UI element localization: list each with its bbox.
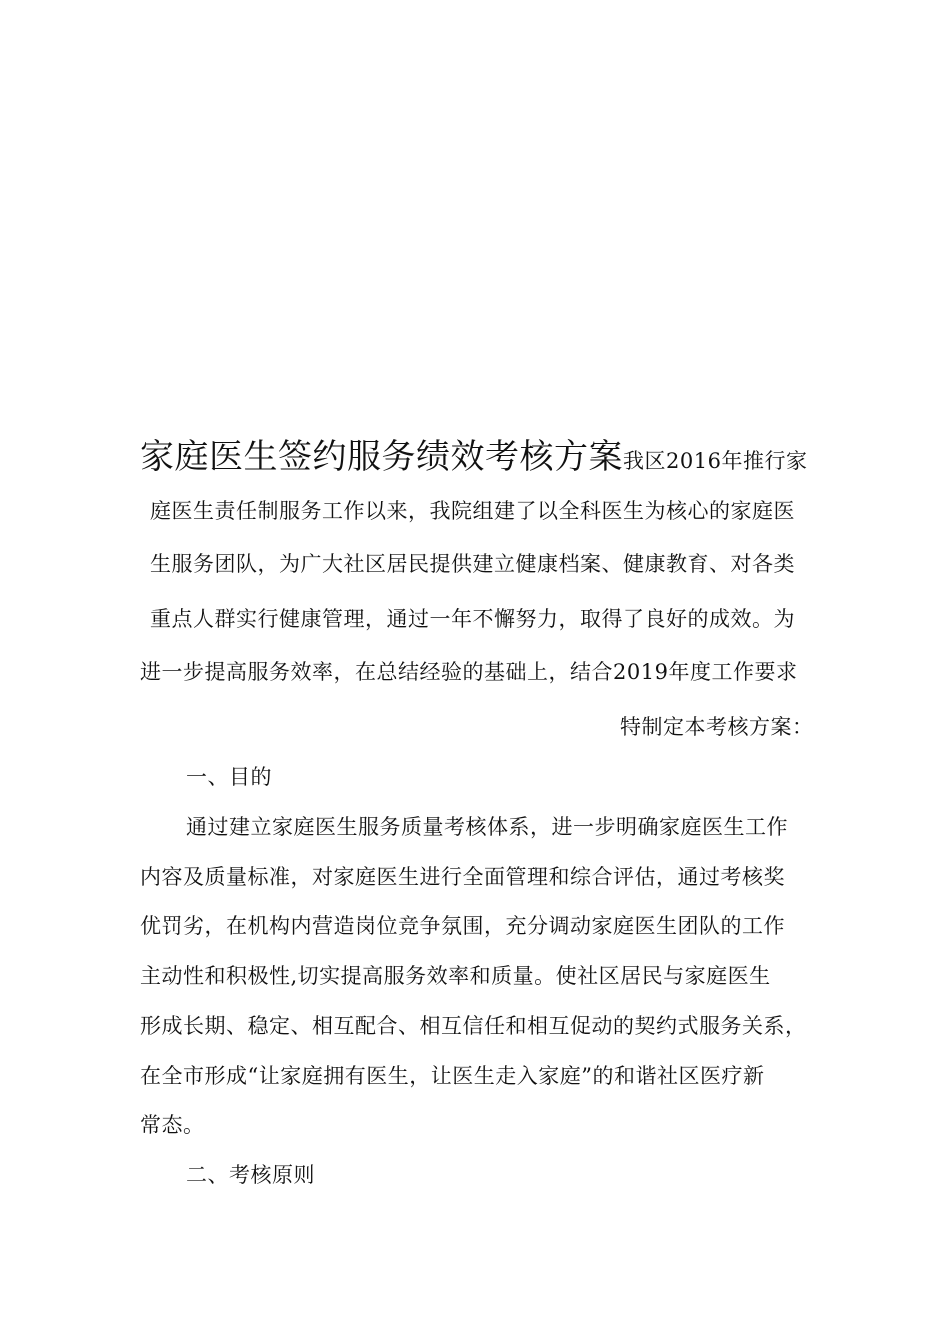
section2-heading: 二、考核原则	[186, 1163, 315, 1187]
intro-line-5: 进一步提高服务效率，在总结经验的基础上，结合2019年度工作要求	[140, 660, 798, 684]
document-title: 家庭医生签约服务绩效考核方案	[140, 437, 623, 477]
section1-line-1: 通过建立家庭医生服务质量考核体系，进一步明确家庭医生工作	[186, 815, 788, 839]
section1-line-6: 在全市形成“让家庭拥有医生，让医生走入家庭”的和谐社区医疗新	[140, 1064, 765, 1088]
section1-line-2: 内容及质量标准，对家庭医生进行全面管理和综合评估，通过考核奖	[140, 865, 785, 889]
intro-line-1: 我区2016年推行家	[623, 449, 808, 473]
section1-line-4: 主动性和积极性,切实提高服务效率和质量。使社区居民与家庭医生	[140, 964, 771, 988]
title-line	[140, 437, 807, 481]
section1-line-5: 形成长期、稳定、相互配合、相互信任和相互促动的契约式服务关系，	[140, 1014, 807, 1038]
intro-line-2: 庭医生责任制服务工作以来，我院组建了以全科医生为核心的家庭医	[150, 499, 795, 523]
section1-line-3: 优罚劣，在机构内营造岗位竞争氛围，充分调动家庭医生团队的工作	[140, 914, 785, 938]
section1-line-7: 常态。	[140, 1113, 205, 1137]
intro-line-4: 重点人群实行健康管理，通过一年不懈努力，取得了良好的成效。为	[150, 607, 795, 631]
intro-line-6: 特制定本考核方案：	[620, 715, 814, 739]
intro-line-3: 生服务团队，为广大社区居民提供建立健康档案、健康教育、对各类	[150, 552, 795, 576]
section1-heading: 一、目的	[186, 765, 272, 789]
